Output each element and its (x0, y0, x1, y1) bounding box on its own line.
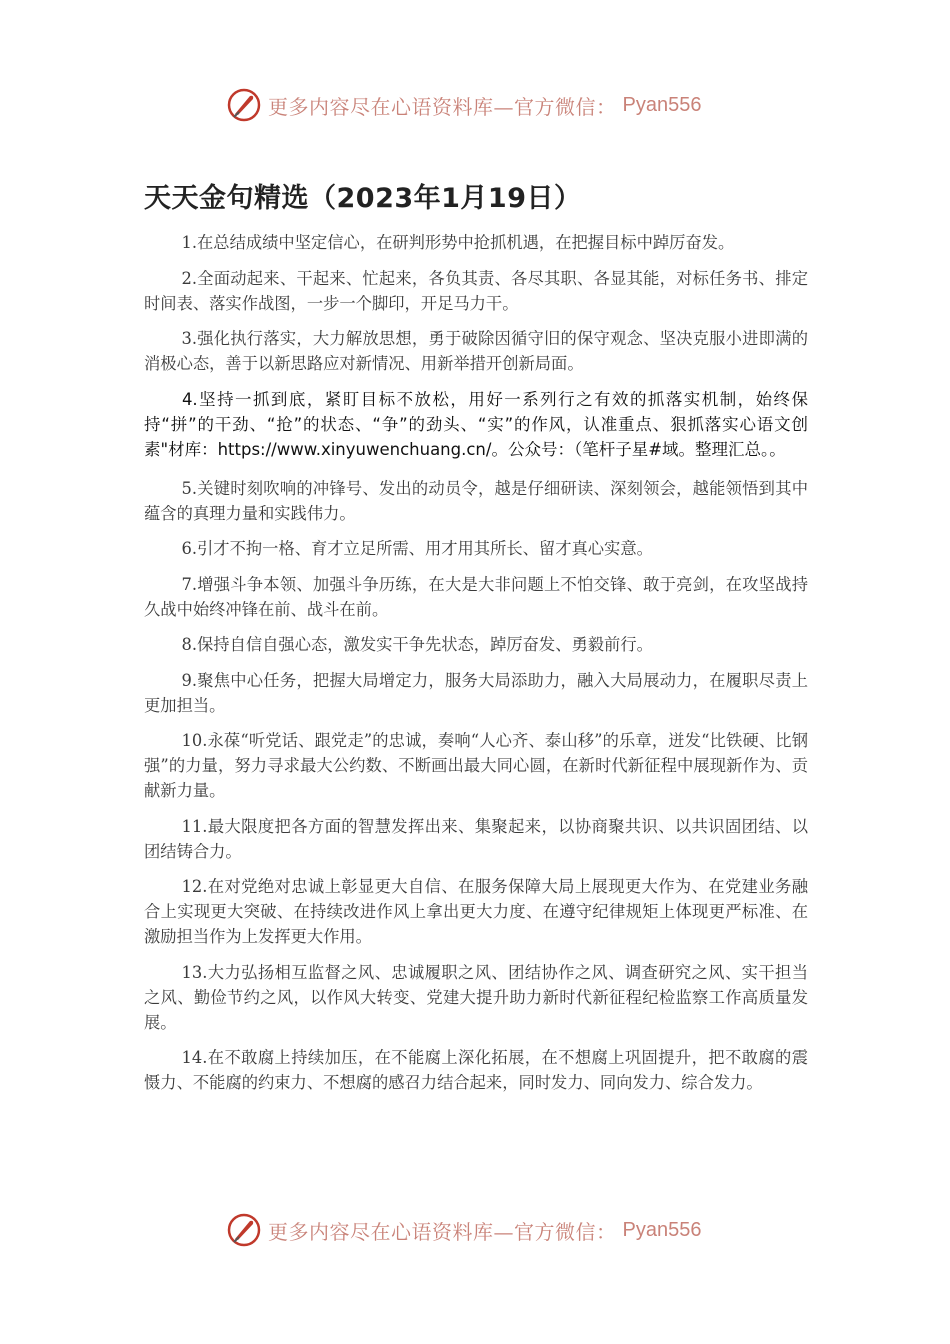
paragraph-9: 9.聚焦中心任务，把握大局增定力，服务大局添助力，融入大局展动力，在履职尽责上更加担当。 (144, 670, 808, 715)
banner-wechat-id: Pyan556 (622, 93, 702, 116)
paragraph-7: 7.增强斗争本领、加强斗争历练，在大是大非问题上不怕交锋、敢于亮剑，在攻坚战持久战中始终冲锋在前、战斗在前。 (144, 574, 808, 619)
paragraph-14: 14.在不敢腐上持续加压，在不能腐上深化拓展，在不想腐上巩固提升，把不敢腐的震慑力、不能腐的约束力、不想腐的感召力结合起来，同时发力、同向发力、综合发力。 (144, 1048, 808, 1092)
paragraph-13: 13.大力弘扬相互监督之风、忠诚履职之风、团结协作之风、调查研究之风、实干担当之风、勤俭节约之风，以作风大转变、党建大提升助力新时代新征程纪检监察工作高质量发展。 (144, 962, 808, 1032)
banner-wechat-id: Pyan556 (622, 1218, 702, 1241)
banner-text: 更多内容尽在心语资料库—官方微信： (268, 94, 617, 119)
document-body (144, 230, 808, 1106)
paragraph-2: 2.全面动起来、干起来、忙起来，各负其责、各尽其职、各显其能，对标任务书、排定时间表、落实作战图，一步一个脚印，开足马力干。 (144, 268, 808, 313)
paragraph-8: 8.保持自信自强心态，激发实干争先状态，踔厉奋发、勇毅前行。 (181, 635, 653, 654)
paragraph-3: 3.强化执行落实，大力解放思想，勇于破除因循守旧的保守观念、坚决克服小进即满的消极心态，善于以新思路应对新情况、用新举措开创新局面。 (144, 329, 808, 373)
paragraph-5: 5.关键时刻吹响的冲锋号、发出的动员令，越是仔细研读、深刻领会，越能领悟到其中蕴含的真理力量和实践伟力。 (144, 478, 808, 523)
header-banner (226, 85, 701, 125)
paragraph-12: 12.在对党绝对忠诚上彰显更大自信、在服务保障大局上展现更大作为、在党建业务融合上实现更大突破、在持续改进作风上拿出更大力度、在遵守纪律规矩上体现更严标准、在激励担当作为上发挥更大作用。 (144, 877, 808, 946)
quill-logo-icon (226, 87, 262, 123)
paragraph-1: 1.在总结成绩中坚定信心，在研判形势中抢抓机遇，在把握目标中踔厉奋发。 (181, 233, 735, 252)
quill-logo-icon (226, 1212, 262, 1248)
footer-banner (226, 1210, 701, 1250)
banner-text: 更多内容尽在心语资料库—官方微信： (268, 1219, 617, 1244)
paragraph-6: 6.引才不拘一格、育才立足所需、用才用其所长、留才真心实意。 (181, 539, 653, 558)
paragraph-4: 4.坚持一抓到底，紧盯目标不放松，用好一系列行之有效的抓落实机制，始终保持“拼”的干劲、“抢”的状态、“争”的劲头、“实”的作风，认准重点、狠抓落实心语文创素"材库：https://www.xinyuwenchuang.cn/。公众号：（笔杆子星#域。整理汇总。。 (144, 389, 808, 459)
paragraph-10: 10.永葆“听党话、跟党走”的忠诚，奏响“人心齐、泰山移”的乐章，迸发“比铁硬、比钢强”的力量，努力寻求最大公约数、不断画出最大同心圆，在新时代新征程中展现新作为、贡献新力量。 (144, 731, 808, 800)
page-title: 天天金句精选（2023年1月19日） (144, 183, 582, 214)
paragraph-11: 11.最大限度把各方面的智慧发挥出来、集聚起来，以协商聚共识、以共识固团结、以团结铸合力。 (144, 816, 808, 861)
